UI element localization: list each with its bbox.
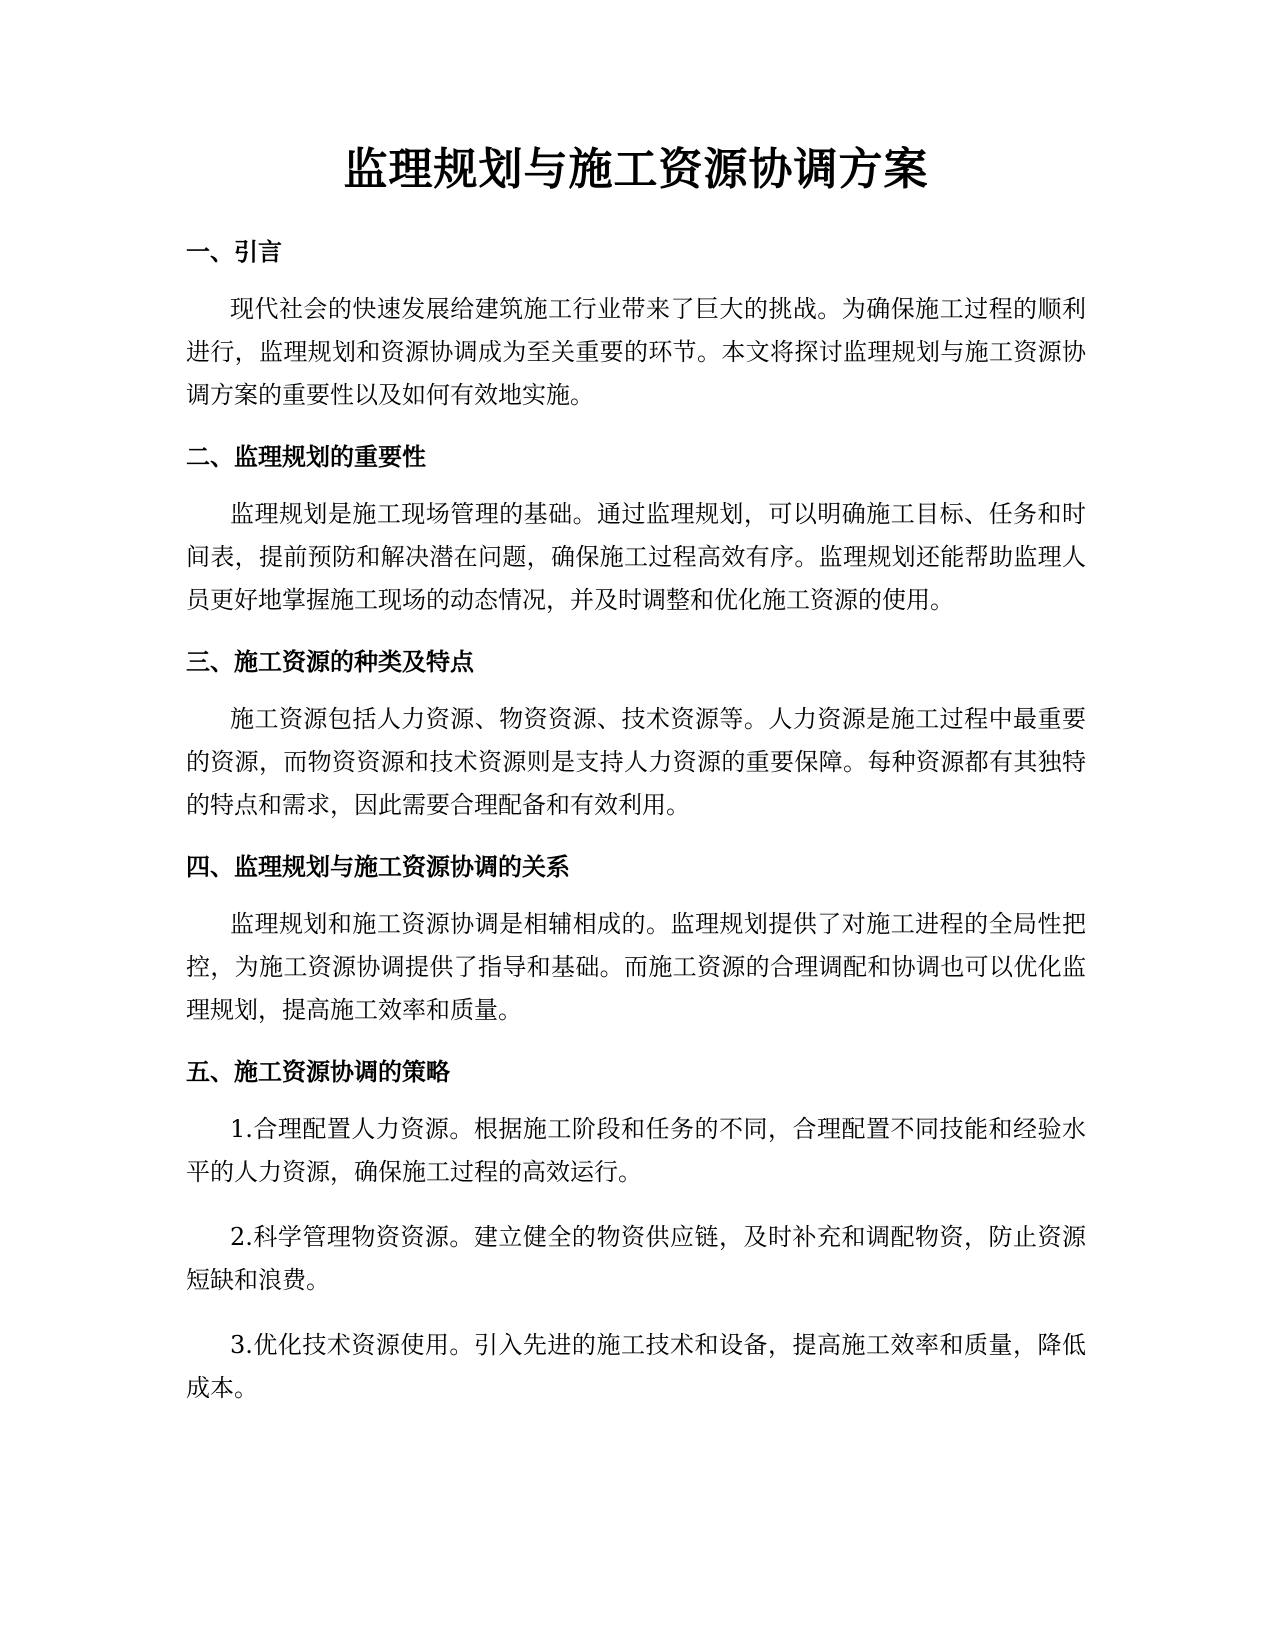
section-strategies <box>186 1054 1086 1410</box>
section-heading: 四、监理规划与施工资源协调的关系 <box>186 853 570 881</box>
paragraph-strategy-2: 2.科学管理物资资源。建立健全的物资供应链，及时补充和调配物资，防止资源短缺和浪费。 <box>186 1223 1086 1294</box>
paragraph: 现代社会的快速发展给建筑施工行业带来了巨大的挑战。为确保施工过程的顺利进行，监理规划和资源协调成为至关重要的环节。本文将探讨监理规划与施工资源协调方案的重要性以及如何有效地实施。 <box>186 295 1086 409</box>
section-importance <box>186 439 1086 622</box>
section-relationship <box>186 849 1086 1032</box>
paragraph-strategy-3: 3.优化技术资源使用。引入先进的施工技术和设备，提高施工效率和质量，降低成本。 <box>186 1331 1086 1402</box>
section-heading: 三、施工资源的种类及特点 <box>186 648 474 676</box>
paragraph: 监理规划是施工现场管理的基础。通过监理规划，可以明确施工目标、任务和时间表，提前预防和解决潜在问题，确保施工过程高效有序。监理规划还能帮助监理人员更好地掌握施工现场的动态情况，并及时调整和优化施工资源的使用。 <box>186 500 1086 614</box>
paragraph-strategy-1: 1.合理配置人力资源。根据施工阶段和任务的不同，合理配置不同技能和经验水平的人力资源，确保施工过程的高效运行。 <box>186 1115 1086 1186</box>
document-title: 监理规划与施工资源协调方案 <box>343 144 929 195</box>
section-heading: 一、引言 <box>186 238 282 266</box>
section-heading: 五、施工资源协调的策略 <box>186 1058 450 1086</box>
section-introduction <box>186 234 1086 417</box>
document-page <box>186 140 1086 1432</box>
paragraph: 监理规划和施工资源协调是相辅相成的。监理规划提供了对施工进程的全局性把控，为施工资源协调提供了指导和基础。而施工资源的合理调配和协调也可以优化监理规划，提高施工效率和质量。 <box>186 910 1086 1024</box>
section-heading: 二、监理规划的重要性 <box>186 443 426 471</box>
paragraph: 施工资源包括人力资源、物资资源、技术资源等。人力资源是施工过程中最重要的资源，而物资资源和技术资源则是支持人力资源的重要保障。每种资源都有其独特的特点和需求，因此需要合理配备和有效利用。 <box>186 705 1086 819</box>
section-resource-types <box>186 644 1086 827</box>
